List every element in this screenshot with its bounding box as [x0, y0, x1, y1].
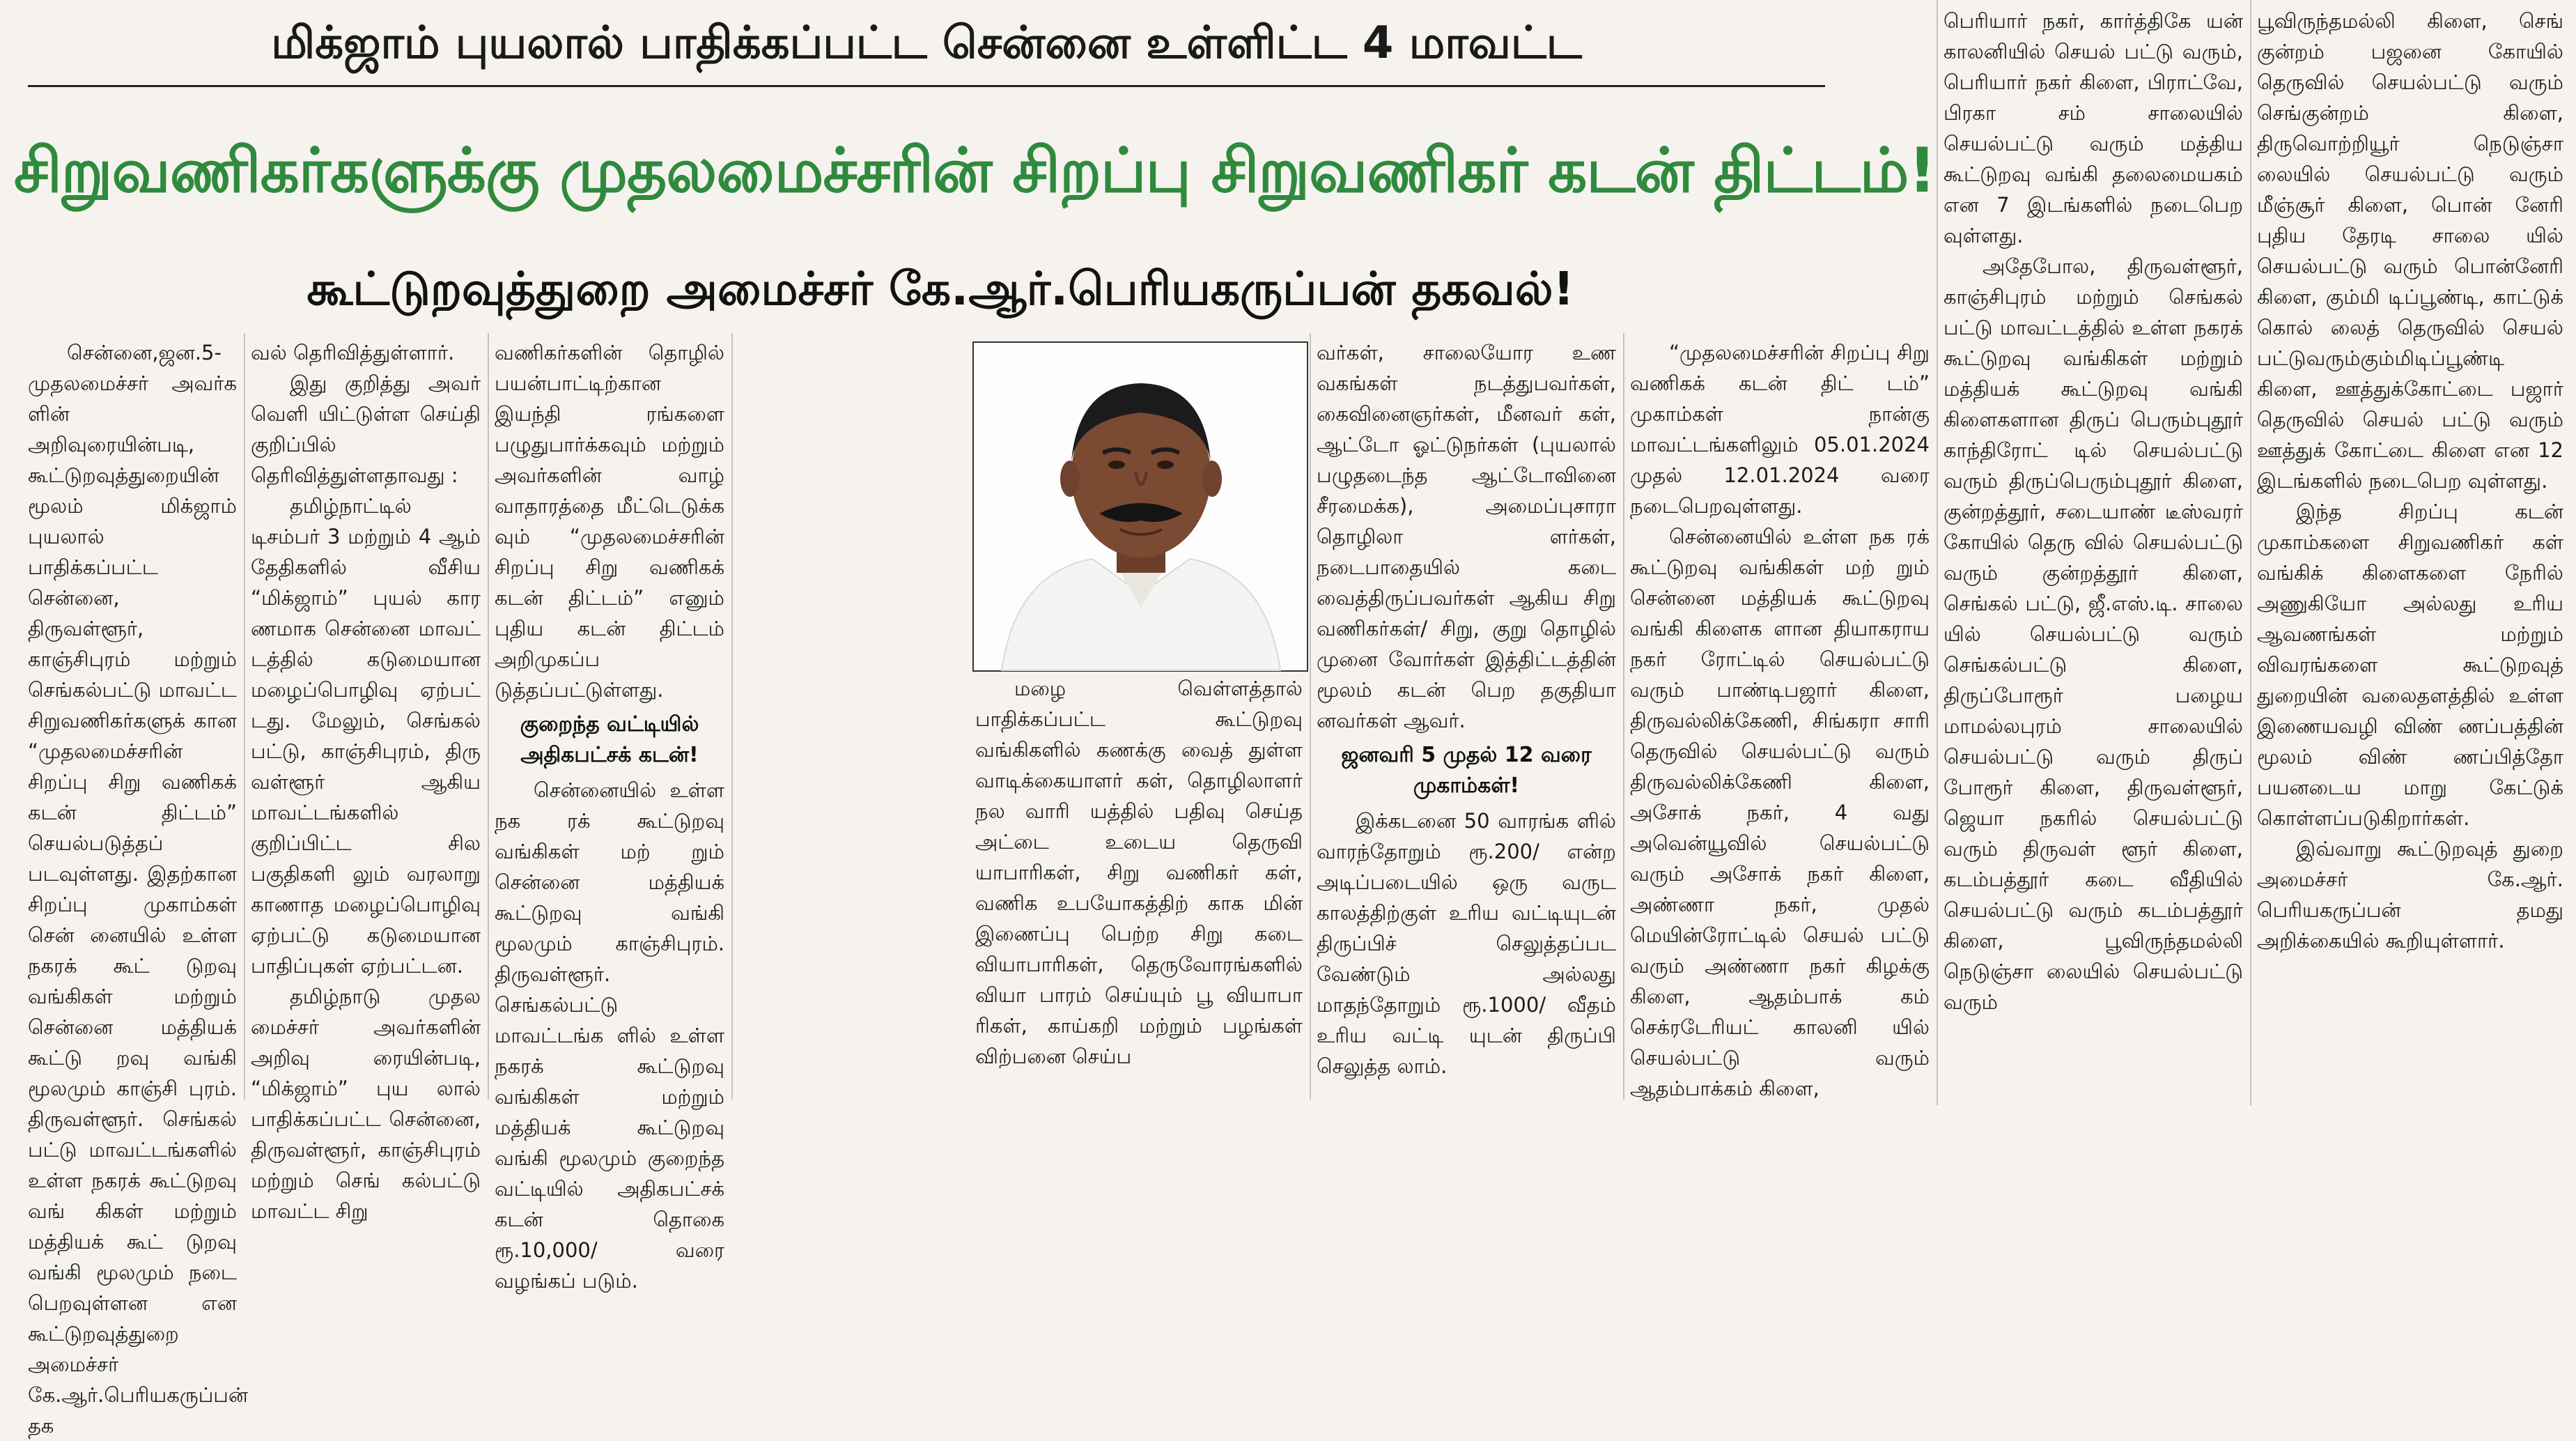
minister-portrait-image [974, 343, 1307, 670]
article-column-7 [1943, 6, 2243, 1104]
column-8-paragraph-1: பூவிருந்தமல்லி கிளை, செங் குன்றம் பஜனை கோயில் தெருவில் செயல்பட்டு வரும் செங்குன்றம் கிளை, திருவொற்றியூர் நெடுஞ்சா லையில் செயல்பட்டு வரும் மீஞ்சூர் கிளை, பொன் னேரி புதிய தேரடி சாலை யில் செயல்பட்டு வரும் பொன்னேரி கிளை, கும்மி டிப்பூண்டி, காட்டுக் கொல் லைத் தெருவில் செயல் பட்டுவரும்கும்மிடிப்பூண்டி கிளை, ஊத்துக்கோட்டை பஜார் தெருவில் செயல் பட்டு வரும் ஊத்துக் கோட்டை கிளை என 12 இடங்களில் நடைபெற வுள்ளது. [2257, 9, 2563, 493]
column-2-paragraph-4: தமிழ்நாடு முதல மைச்சர் அவர்களின் அறிவு ரையின்படி, “மிக்ஜாம்” புய லால் பாதிக்கப்பட்ட சென்னை, திருவள்ளூர், காஞ்சிபுரம் மற்றும் செங் கல்பட்டு மாவட்ட சிறு [251, 985, 481, 1223]
article-column-4 [975, 673, 1303, 1104]
minister-photo [972, 341, 1308, 672]
column-6-paragraph-2: சென்னையில் உள்ள நக ரக் கூட்டுறவு வங்கிகள் மற் றும் சென்னை மத்தியக் கூட்டுறவு வங்கி கிளைக ளான தியாகராய நகர் ரோட்டில் செயல்பட்டு வரும் பாண்டிபஜார் கிளை, திருவல்லிக்கேணி, சிங்கரா சாரி தெருவில் செயல்பட்டு வரும் திருவல்லிக்கேணி கிளை, அசோக் நகர், 4 வது அவென்யூவில் செயல்பட்டு வரும் அசோக் நகர் கிளை, அண்ணா நகர், முதல் மெயின்ரோட்டில் செயல் பட்டு வரும் அண்ணா நகர் கிழக்கு கிளை, ஆதம்பாக் கம் செக்ரடேரியட் காலனி யில் செயல்பட்டு வரும் ஆதம்பாக்கம் கிளை, [1630, 525, 1930, 1100]
column-divider [244, 333, 245, 1100]
column-divider [1623, 333, 1624, 1100]
column-4-paragraph-1: மழை வெள்ளத்தால் பாதிக்கப்பட்ட கூட்டுறவு வங்கிகளில் கணக்கு வைத் துள்ள வாடிக்கையாளர் கள், தொழிலாளர் நல வாரி யத்தில் பதிவு செய்த அட்டை உடைய தெருவி யாபாரிகள், சிறு வணிகர் கள், வணிக உபயோகத்திற் காக மின் இணைப்பு பெற்ற சிறு கடை வியாபாரிகள், தெருவோரங்களில் வியா பாரம் செய்யும் பூ வியாபா ரிகள், காய்கறி மற்றும் பழங்கள் விற்பனை செய்ப [975, 677, 1303, 1068]
article-column-5 [1317, 337, 1616, 1104]
column-1-paragraph: சென்னை,ஜன.5- முதலமைச்சர் அவர்க ளின் அறிவுரையின்படி, கூட்டுறவுத்துறையின் மூலம் மிக்ஜாம் புயலால் பாதிக்கப்பட்ட சென்னை, திருவள்ளூர், காஞ்சிபுரம் மற்றும் செங்கல்பட்டு மாவட்ட சிறுவணிகர்களுக் கான “முதலமைச்சரின் சிறப்பு சிறு வணிகக் கடன் திட்டம்” செயல்படுத்தப் படவுள்ளது. இதற்கான சிறப்பு முகாம்கள் சென் னையில் உள்ள நகரக் கூட் டுறவு வங்கிகள் மற்றும் சென்னை மத்தியக் கூட்டு றவு வங்கி மூலமும் காஞ்சி புரம். திருவள்ளூர். செங்கல் பட்டு மாவட்டங்களில் உள்ள நகரக் கூட்டுறவு வங் கிகள் மற்றும் மத்தியக் கூட் டுறவு வங்கி மூலமும் நடை பெறவுள்ளன என கூட்டுறவுத்துறை அமைச்சர் கே.ஆர்.பெரியகருப்பன் தக [28, 341, 248, 1438]
column-6-paragraph-1: “முதலமைச்சரின் சிறப்பு சிறு வணிகக் கடன் திட் டம்” முகாம்கள் நான்கு மாவட்டங்களிலும் 05.01.2024 முதல் 12.01.2024 வரை நடைபெறவுள்ளது. [1630, 341, 1930, 518]
article-column-1 [28, 337, 248, 1438]
column-3-subheading: குறைந்த வட்டியில் அதிகபட்சக் கடன்! [520, 712, 699, 767]
column-5-paragraph-2: இக்கடனை 50 வாரங்க ளில் வாரந்தோறும் ரூ.200/ என்ற அடிப்படையில் ஒரு வருட காலத்திற்குள் உரிய வட்டியுடன் திருப்பிச் செலுத்தப்பட வேண்டும் அல்லது மாதந்தோறும் ரூ.1000/ வீதம் உரிய வட்டி யுடன் திருப்பி செலுத்த லாம். [1317, 809, 1616, 1078]
article-headline: சிறுவணிகர்களுக்கு முதலமைச்சரின் சிறப்பு சிறுவணிகர் கடன் திட்டம்! [14, 134, 1936, 206]
article-subheadline: கூட்டுறவுத்துறை அமைச்சர் கே.ஆர்.பெரியகருப்பன் தகவல்! [307, 262, 1574, 316]
column-7-paragraph-1: பெரியார் நகர், கார்த்திகே யன் காலனியில் செயல் பட்டு வரும், பெரியார் நகர் கிளை, பிராட்வே, பிரகா சம் சாலையில் செயல்பட்டு வரும் மத்திய கூட்டுறவு வங்கி தலைமையகம் என 7 இடங்களில் நடைபெற வுள்ளது. [1943, 9, 2243, 247]
column-divider [1310, 333, 1311, 1100]
column-3-paragraph-2: சென்னையில் உள்ள நக ரக் கூட்டுறவு வங்கிகள் மற் றும் சென்னை மத்தியக் கூட்டுறவு வங்கி மூலமும் காஞ்சிபுரம். திருவள்ளூர். செங்கல்பட்டு மாவட்டங்க ளில் உள்ள நகரக் கூட்டுறவு வங்கிகள் மற்றும் மத்தியக் கூட்டுறவு வங்கி மூலமும் குறைந்த வட்டியில் அதிகபட்சக் கடன் தொகை ரூ.10,000/ வரை வழங்கப் படும். [495, 778, 724, 1293]
article-kicker: மிக்ஜாம் புயலால் பாதிக்கப்பட்ட சென்னை உள்ளிட்ட 4 மாவட்ட [271, 17, 1582, 69]
column-divider [2250, 0, 2251, 1105]
article-column-3 [495, 337, 724, 1293]
article-column-8 [2257, 6, 2563, 1104]
article-column-2 [251, 337, 481, 1223]
article-column-6 [1630, 337, 1930, 1104]
column-divider [731, 333, 733, 1100]
column-divider [1937, 0, 1938, 1105]
column-8-paragraph-2: இந்த சிறப்பு கடன் முகாம்களை சிறுவணிகர் கள் வங்கிக் கிளைகளை நேரில் அணுகியோ அல்லது உரிய ஆவணங்கள் மற்றும் விவரங்களை கூட்டுறவுத் துறையின் வலைதளத்தில் உள்ள இணையவழி விண் ணப்பத்தின் மூலம் விண் ணப்பித்தோ பயனடைய மாறு கேட்டுக் கொள்ளப்படுகிறார்கள். [2257, 500, 2563, 830]
column-divider [488, 333, 489, 1100]
column-5-paragraph-1: வர்கள், சாலையோர உண வகங்கள் நடத்துபவர்கள், கைவினைஞர்கள், மீனவர் கள், ஆட்டோ ஓட்டுநர்கள் (புயலால் பழுதடைந்த ஆட்டோவினை சீரமைக்க), அமைப்புசாரா தொழிலா ளர்கள், நடைபாதையில் கடை வைத்திருப்பவர்கள் ஆகிய சிறு வணிகர்கள்/ சிறு, குறு தொழில் முனை வோர்கள் இத்திட்டத்தின் மூலம் கடன் பெற தகுதியா னவர்கள் ஆவர். [1317, 341, 1616, 732]
column-2-paragraph-2: இது குறித்து அவர் வெளி யிட்டுள்ள செய்தி குறிப்பில் தெரிவித்துள்ளதாவது : [251, 371, 481, 487]
column-3-paragraph-1: வணிகர்களின் தொழில் பயன்பாட்டிற்கான இயந்தி ரங்களை பழுதுபார்க்கவும் மற்றும் அவர்களின் வாழ் வாதாரத்தை மீட்டெடுக்க வும் “முதலமைச்சரின் சிறப்பு சிறு வணிகக் கடன் திட்டம்” எனும் புதிய கடன் திட்டம் அறிமுகப்ப டுத்தப்பட்டுள்ளது. [495, 341, 724, 702]
column-8-paragraph-3: இவ்வாறு கூட்டுறவுத் துறை அமைச்சர் கே.ஆர். பெரியகருப்பன் தமது அறிக்கையில் கூறியுள்ளார். [2257, 837, 2563, 953]
column-2-paragraph-1: வல் தெரிவித்துள்ளார். [251, 341, 455, 364]
column-7-paragraph-2: அதேபோல, திருவள்ளூர், காஞ்சிபுரம் மற்றும் செங்கல் பட்டு மாவட்டத்தில் உள்ள நகரக் கூட்டுறவு வங்கிகள் மற்றும் மத்தியக் கூட்டுறவு வங்கி கிளைகளான திருப் பெரும்புதூர் காந்திரோட் டில் செயல்பட்டு வரும் திருப்பெரும்புதூர் கிளை, குன்றத்தூர், சடையாண் டீஸ்வரர் கோயில் தெரு வில் செயல்பட்டு வரும் குன்றத்தூர் கிளை, செங்கல் பட்டு, ஜீ.எஸ்.டி. சாலை யில் செயல்பட்டு வரும் செங்கல்பட்டு கிளை, திருப்போரூர் பழைய மாமல்லபுரம் சாலையில் செயல்பட்டு வரும் திருப் போரூர் கிளை, திருவள்ளூர், ஜெயா நகரில் செயல்பட்டு வரும் திருவள் ளூர் கிளை, கடம்பத்தூர் கடை வீதியில் செயல்பட்டு வரும் கடம்பத்தூர் கிளை, பூவிருந்தமல்லி நெடுஞ்சா லையில் செயல்பட்டு வரும் [1943, 254, 2243, 1014]
kicker-rule [28, 85, 1825, 87]
column-5-subheading: ஜனவரி 5 முதல் 12 வரை முகாம்கள்! [1341, 743, 1592, 798]
column-2-paragraph-3: தமிழ்நாட்டில் டிசம்பர் 3 மற்றும் 4 ஆம் தேதிகளில் வீசிய “மிக்ஜாம்” புயல் கார ணமாக சென்னை மாவட் டத்தில் கடுமையான மழைப்பொழிவு ஏற்பட் டது. மேலும், செங்கல் பட்டு, காஞ்சிபுரம், திரு வள்ளூர் ஆகிய மாவட்டங்களில் குறிப்பிட்ட சில பகுதிகளி லும் வரலாறு காணாத மழைப்பொழிவு ஏற்பட்டு கடுமையான பாதிப்புகள் ஏற்பட்டன. [251, 494, 481, 978]
